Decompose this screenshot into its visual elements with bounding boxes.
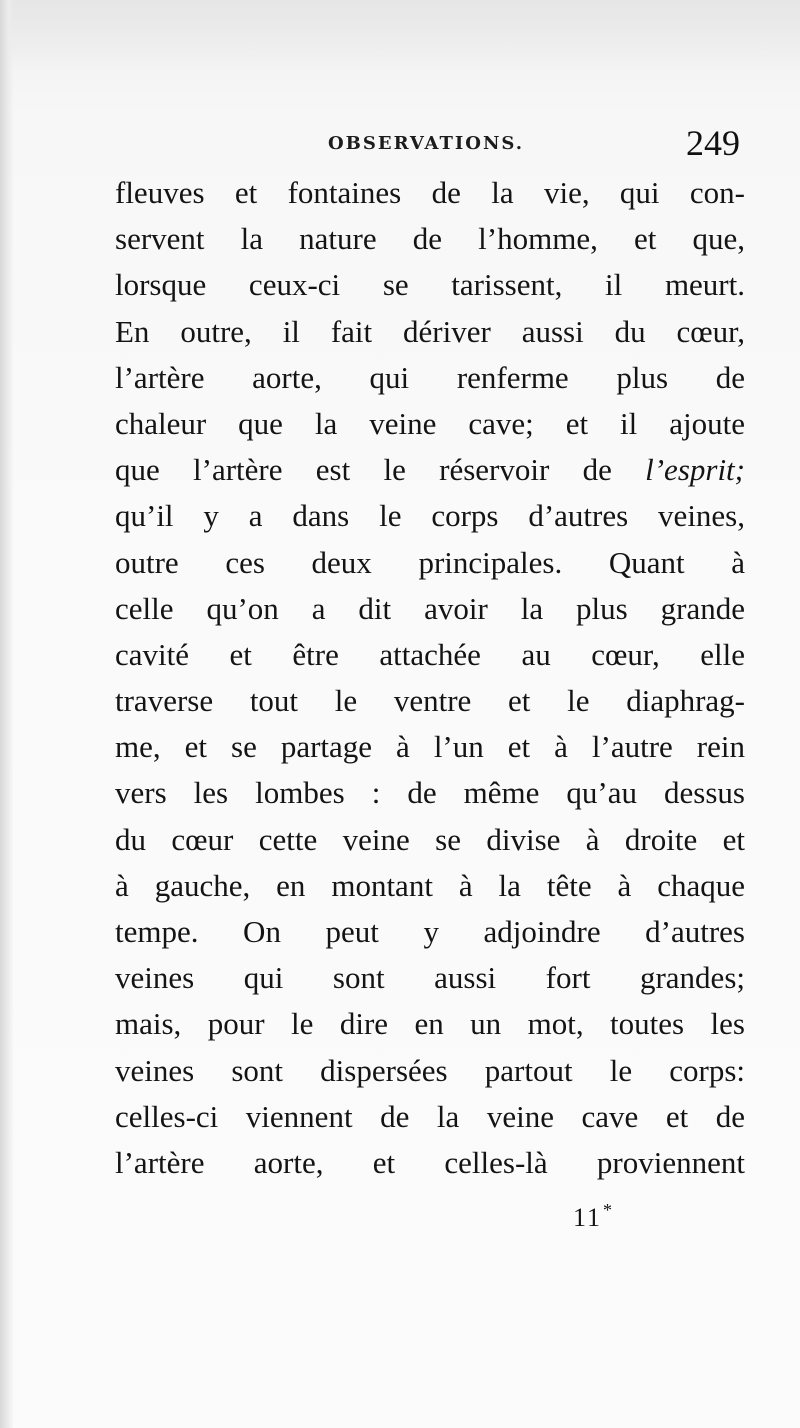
page-top-shadow bbox=[0, 0, 800, 70]
running-head: OBSERVATIONS. bbox=[328, 133, 525, 154]
page-header bbox=[115, 123, 740, 168]
text-line-19: mais, pour le dire en un mot, toutes les bbox=[115, 1006, 745, 1042]
text-line-5: l’artère aorte, qui renferme plus de bbox=[115, 359, 745, 395]
text-line-7-roman: que l’artère est le réservoir de bbox=[115, 452, 646, 488]
italic-phrase: l’esprit; bbox=[645, 452, 745, 488]
text-line-14: vers les lombes : de même qu’au dessus bbox=[115, 775, 745, 811]
page-number: 249 bbox=[686, 123, 740, 163]
text-line-9: outre ces deux principales. Quant à bbox=[115, 544, 745, 580]
signature-number: 11 bbox=[573, 1203, 603, 1232]
text-line-1: fleuves et fontaines de la vie, qui con- bbox=[115, 175, 745, 210]
text-line-16: à gauche, en montant à la tête à chaque bbox=[115, 867, 745, 903]
text-line-7 bbox=[115, 447, 745, 493]
text-line-18: veines qui sont aussi fort grandes; bbox=[115, 960, 745, 996]
text-line-21: celles-ci viennent de la veine cave et de bbox=[115, 1098, 745, 1134]
text-line-17: tempe. On peut y adjoindre d’autres bbox=[115, 914, 745, 949]
text-line-10: celle qu’on a dit avoir la plus grande bbox=[115, 590, 745, 626]
text-line-13: me, et se partage à l’un et à l’autre rein bbox=[115, 729, 745, 765]
text-line-3: lorsque ceux-ci se tarissent, il meurt. bbox=[115, 267, 745, 303]
text-line-8: qu’il y a dans le corps d’autres veines, bbox=[115, 498, 745, 534]
text-line-2: servent la nature de l’homme, et que, bbox=[115, 221, 745, 257]
text-line-11: cavité et être attachée au cœur, elle bbox=[115, 636, 745, 672]
text-line-20: veines sont dispersées partout le corps: bbox=[115, 1052, 745, 1088]
text-line-12: traverse tout le ventre et le diaphrag- bbox=[115, 683, 745, 719]
signature-mark bbox=[573, 1200, 614, 1233]
body-text bbox=[115, 170, 745, 1186]
text-line-4: En outre, il fait dériver aussi du cœur, bbox=[115, 313, 745, 349]
text-line-22: l’artère aorte, et celles-là proviennent bbox=[115, 1144, 745, 1180]
text-line-6: chaleur que la veine cave; et il ajoute bbox=[115, 405, 745, 441]
text-line-15: du cœur cette veine se divise à droite et bbox=[115, 821, 745, 857]
signature-star: * bbox=[603, 1200, 615, 1220]
page-left-edge bbox=[0, 0, 14, 1428]
